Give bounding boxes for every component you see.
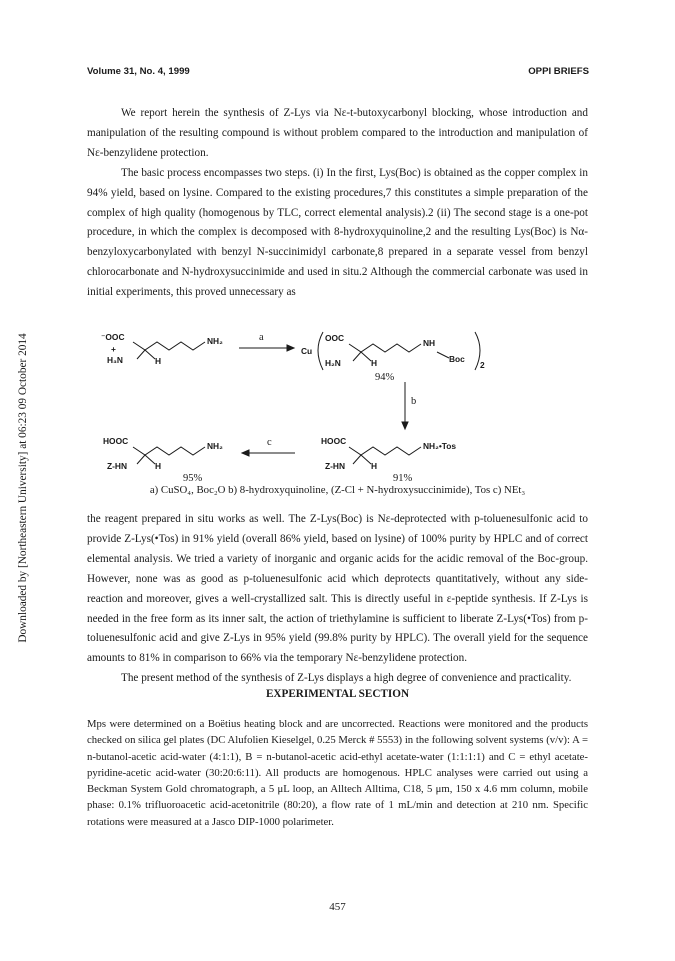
c1-carboxylate: ⁻OOC: [101, 332, 125, 342]
bond-2b: [361, 352, 371, 361]
c1-h: H: [155, 356, 162, 366]
chain-1: [133, 342, 205, 350]
bond-1a: [137, 350, 145, 359]
bond-3b: [361, 455, 371, 464]
arrow-b-label: b: [411, 396, 417, 407]
yield-compound-3: 91%: [393, 473, 413, 484]
experimental-heading: EXPERIMENTAL SECTION: [265, 688, 410, 700]
c2-carboxylate: OOC: [325, 333, 345, 343]
yield-compound-4: 95%: [183, 473, 203, 484]
c3-tosylate-salt: NH₂•Tos: [423, 441, 457, 451]
arrow-b-head: [402, 422, 408, 429]
experimental-paragraph: Mps were determined on a Boëtius heating block and are uncorrected. Reactions were monitored and the products checked on silica gel plates (DC Alufolien Kieselgel, 0.25 Merck # 5553) in the following solvent systems (v/v): A = n-butanol-acetic acid-water (4:1:1), B = n-butanol-acetic acid-ethyl acetate-water (1:1:1:1) and C = ethyl acetate-pyridine-acetic acid-water (30:20:6:11). All products are homogenous. HPLC analyses were carried out using a Beckman System Gold chromatograph, a 5 μL loop, an Alltech Alltima, C18, 5 μm, 150 x 4.6 mm column, mobile phase: 0.1% trifluoroacetic acid-acetonitrile (80:20), a flow rate of 1 mL/min and detection at 210 nm. Specific rotations were measured at a Jasco DIP-1000 polarimeter.: [87, 718, 588, 828]
body-paragraph-1: the reagent prepared in situ works as well. The Z-Lys(Boc) is Nε-deprotected with p-toluenesulfonic acid to provide Z-Lys(•Tos) in 91% yield (overall 86% yield, based on lysine) of 100% purity by HPLC and of correct elemental analysis. We tried a variety of inorganic and organic acids for the acidic removal of the Boc-group. However, none was as good as p-toluenesulfonic acid which deprotects quantitatively, without any side-reaction and moreover, gives a well-crystallized salt. This is directly useful in ε-peptide synthesis. If Z-Lys is needed in the free form as its inner salt, the action of triethylamine is sufficient to liberate Z-Lys(•Tos) from p-toluenesulfonic acid and give Z-Lys in 95% yield (99.8% purity by HPLC). The overall yield for the sequence amounts to 81% in comparison to 66% via the temporary Nε-benzylidene protection.: [87, 513, 588, 665]
c1-plus: +: [111, 344, 116, 354]
chain-2: [349, 344, 421, 352]
bond-4b: [145, 455, 155, 464]
arrow-c-head: [242, 450, 249, 456]
scheme-reagents: a) CuSO₄, Boc₂O b) 8-hydroxyquinoline, (Z-Cl + N-hydroxysuccinimide), Tos c) NEt₃: [149, 484, 526, 496]
bond-4a: [137, 455, 145, 464]
bracket-left: [318, 332, 323, 370]
c4-carboxyl: HOOC: [103, 436, 129, 446]
arrow-c-label: c: [267, 437, 272, 448]
chain-3: [349, 447, 421, 455]
c1-amine: NH₂: [207, 336, 223, 346]
c2-nh: NH: [423, 338, 436, 348]
c3-h: H: [371, 461, 378, 471]
c2-amine: H₂N: [325, 358, 341, 368]
c4-z-amine: Z-HN: [107, 461, 128, 471]
c3-z-amine: Z-HN: [325, 461, 346, 471]
journal-volume: Volume 31, No. 4, 1999: [87, 66, 190, 77]
c2-subscript: 2: [480, 360, 485, 370]
page-number: 457: [329, 901, 346, 913]
intro-paragraph-2: The basic process encompasses two steps. (i) In the first, Lys(Boc) is obtained as the copper complex in 94% yield, based on lysine. Compared to the existing procedures,7 this constitutes a simple preparation of the complex of high quality (homogenous by TLC, correct elemental analysis).2 (ii) The second stage is a one-pot procedure, in which the complex is decomposed with 8-hydroxyquinoline,2 and the resulting Lys(Boc) is Nα-benzyloxycarbonylated with benzyl N-succinimidyl carbonate,8 prepared in a separate vessel from benzyl chlorocarbonate and N-hydroxysuccinimide and used in situ.2 Although the commercial carbonate was used in initial experiments, this proved unnecessary as: [87, 166, 588, 299]
intro-text: [87, 104, 588, 303]
bond-2c: [437, 352, 449, 358]
c3-carboxyl: HOOC: [321, 436, 347, 446]
reaction-scheme: [87, 330, 588, 502]
download-watermark: Downloaded by [Northeastern University] at 06:23 09 October 2014: [17, 333, 29, 643]
body-text: [87, 510, 588, 689]
experimental-text: [87, 716, 588, 830]
c2-boc: Boc: [449, 354, 465, 364]
yield-compound-2: 94%: [375, 372, 395, 383]
c4-h: H: [155, 461, 162, 471]
bond-2a: [353, 352, 361, 361]
bond-3a: [353, 455, 361, 464]
body-paragraph-2: The present method of the synthesis of Z-Lys displays a high degree of convenience and practicality.: [121, 672, 572, 685]
intro-paragraph-1: We report herein the synthesis of Z-Lys via Nε-t-butoxycarbonyl blocking, whose introduction and manipulation of the resulting compound is without problem compared to the introduction and manipulation of Nε-benzylidene protection.: [87, 107, 588, 159]
c1-ammonium: H₃N: [107, 355, 123, 365]
arrow-a-label: a: [259, 332, 264, 343]
chain-4: [133, 447, 205, 455]
arrow-a-head: [287, 345, 294, 351]
c2-copper: Cu: [301, 346, 313, 356]
c2-h: H: [371, 358, 378, 368]
section-title: OPPI BRIEFS: [528, 66, 589, 77]
c4-amine: NH₂: [207, 441, 223, 451]
bond-1b: [145, 350, 155, 359]
